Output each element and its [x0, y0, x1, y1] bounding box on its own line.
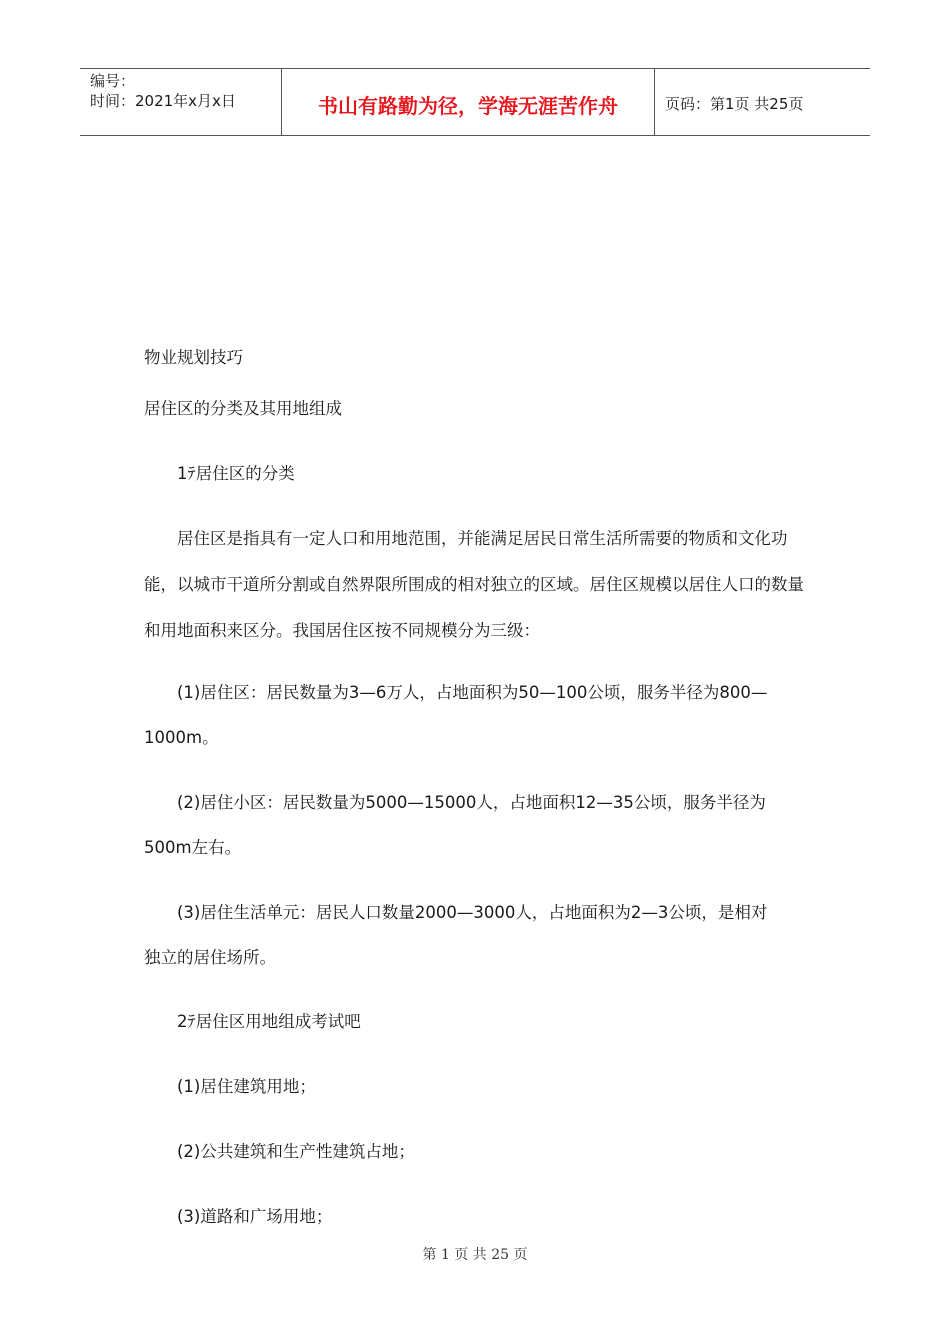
list-item-3-line2: 独立的居住场所。 [144, 948, 276, 967]
land-item-2: (2)公共建筑和生产性建筑占地； [177, 1142, 415, 1161]
doc-subtitle: 居住区的分类及其用地组成 [144, 399, 342, 418]
header-meta [80, 69, 282, 135]
list-item-2-line1: (2)居住小区：居民数量为5000—15000人，占地面积12—35公顷，服务半径为 [177, 793, 766, 812]
list-item-1-line1: (1)居住区：居民数量为3—6万人，占地面积为50—100公顷，服务半径为800— [177, 683, 768, 702]
page-header [80, 68, 870, 136]
list-item-1-line2: 1000m。 [144, 728, 219, 747]
land-item-1: (1)居住建筑用地； [177, 1077, 316, 1096]
paragraph-intro: 居住区是指具有一定人口和用地范围，并能满足居民日常生活所需要的物质和文化功能，以城市干道所分割或自然界限所围成的相对独立的区域。居住区规模以居住人口的数量和用地面积来区分。我国居住区按不同规模分为三级： [144, 529, 804, 640]
header-motto: 书山有路勤为径，学海无涯苦作舟 [282, 69, 655, 135]
doc-title: 物业规划技巧 [144, 348, 243, 367]
land-item-3: (3)道路和广场用地； [177, 1207, 333, 1226]
doc-number-label: 编号： [90, 72, 136, 90]
header-page-info: 页码：第1页 共25页 [665, 94, 804, 113]
list-item-3-line1: (3)居住生活单元：居民人口数量2000—3000人，占地面积为2—3公顷，是相对 [177, 903, 768, 922]
section-heading-1: 1ﾃ居住区的分类 [177, 464, 295, 483]
page-footer: 第 1 页 共 25 页 [422, 1247, 528, 1263]
doc-time-label: 时间：2021年x月x日 [90, 92, 236, 110]
list-item-2-line2: 500m左右。 [144, 838, 242, 857]
section-heading-2: 2ﾃ居住区用地组成考试吧 [177, 1012, 361, 1031]
